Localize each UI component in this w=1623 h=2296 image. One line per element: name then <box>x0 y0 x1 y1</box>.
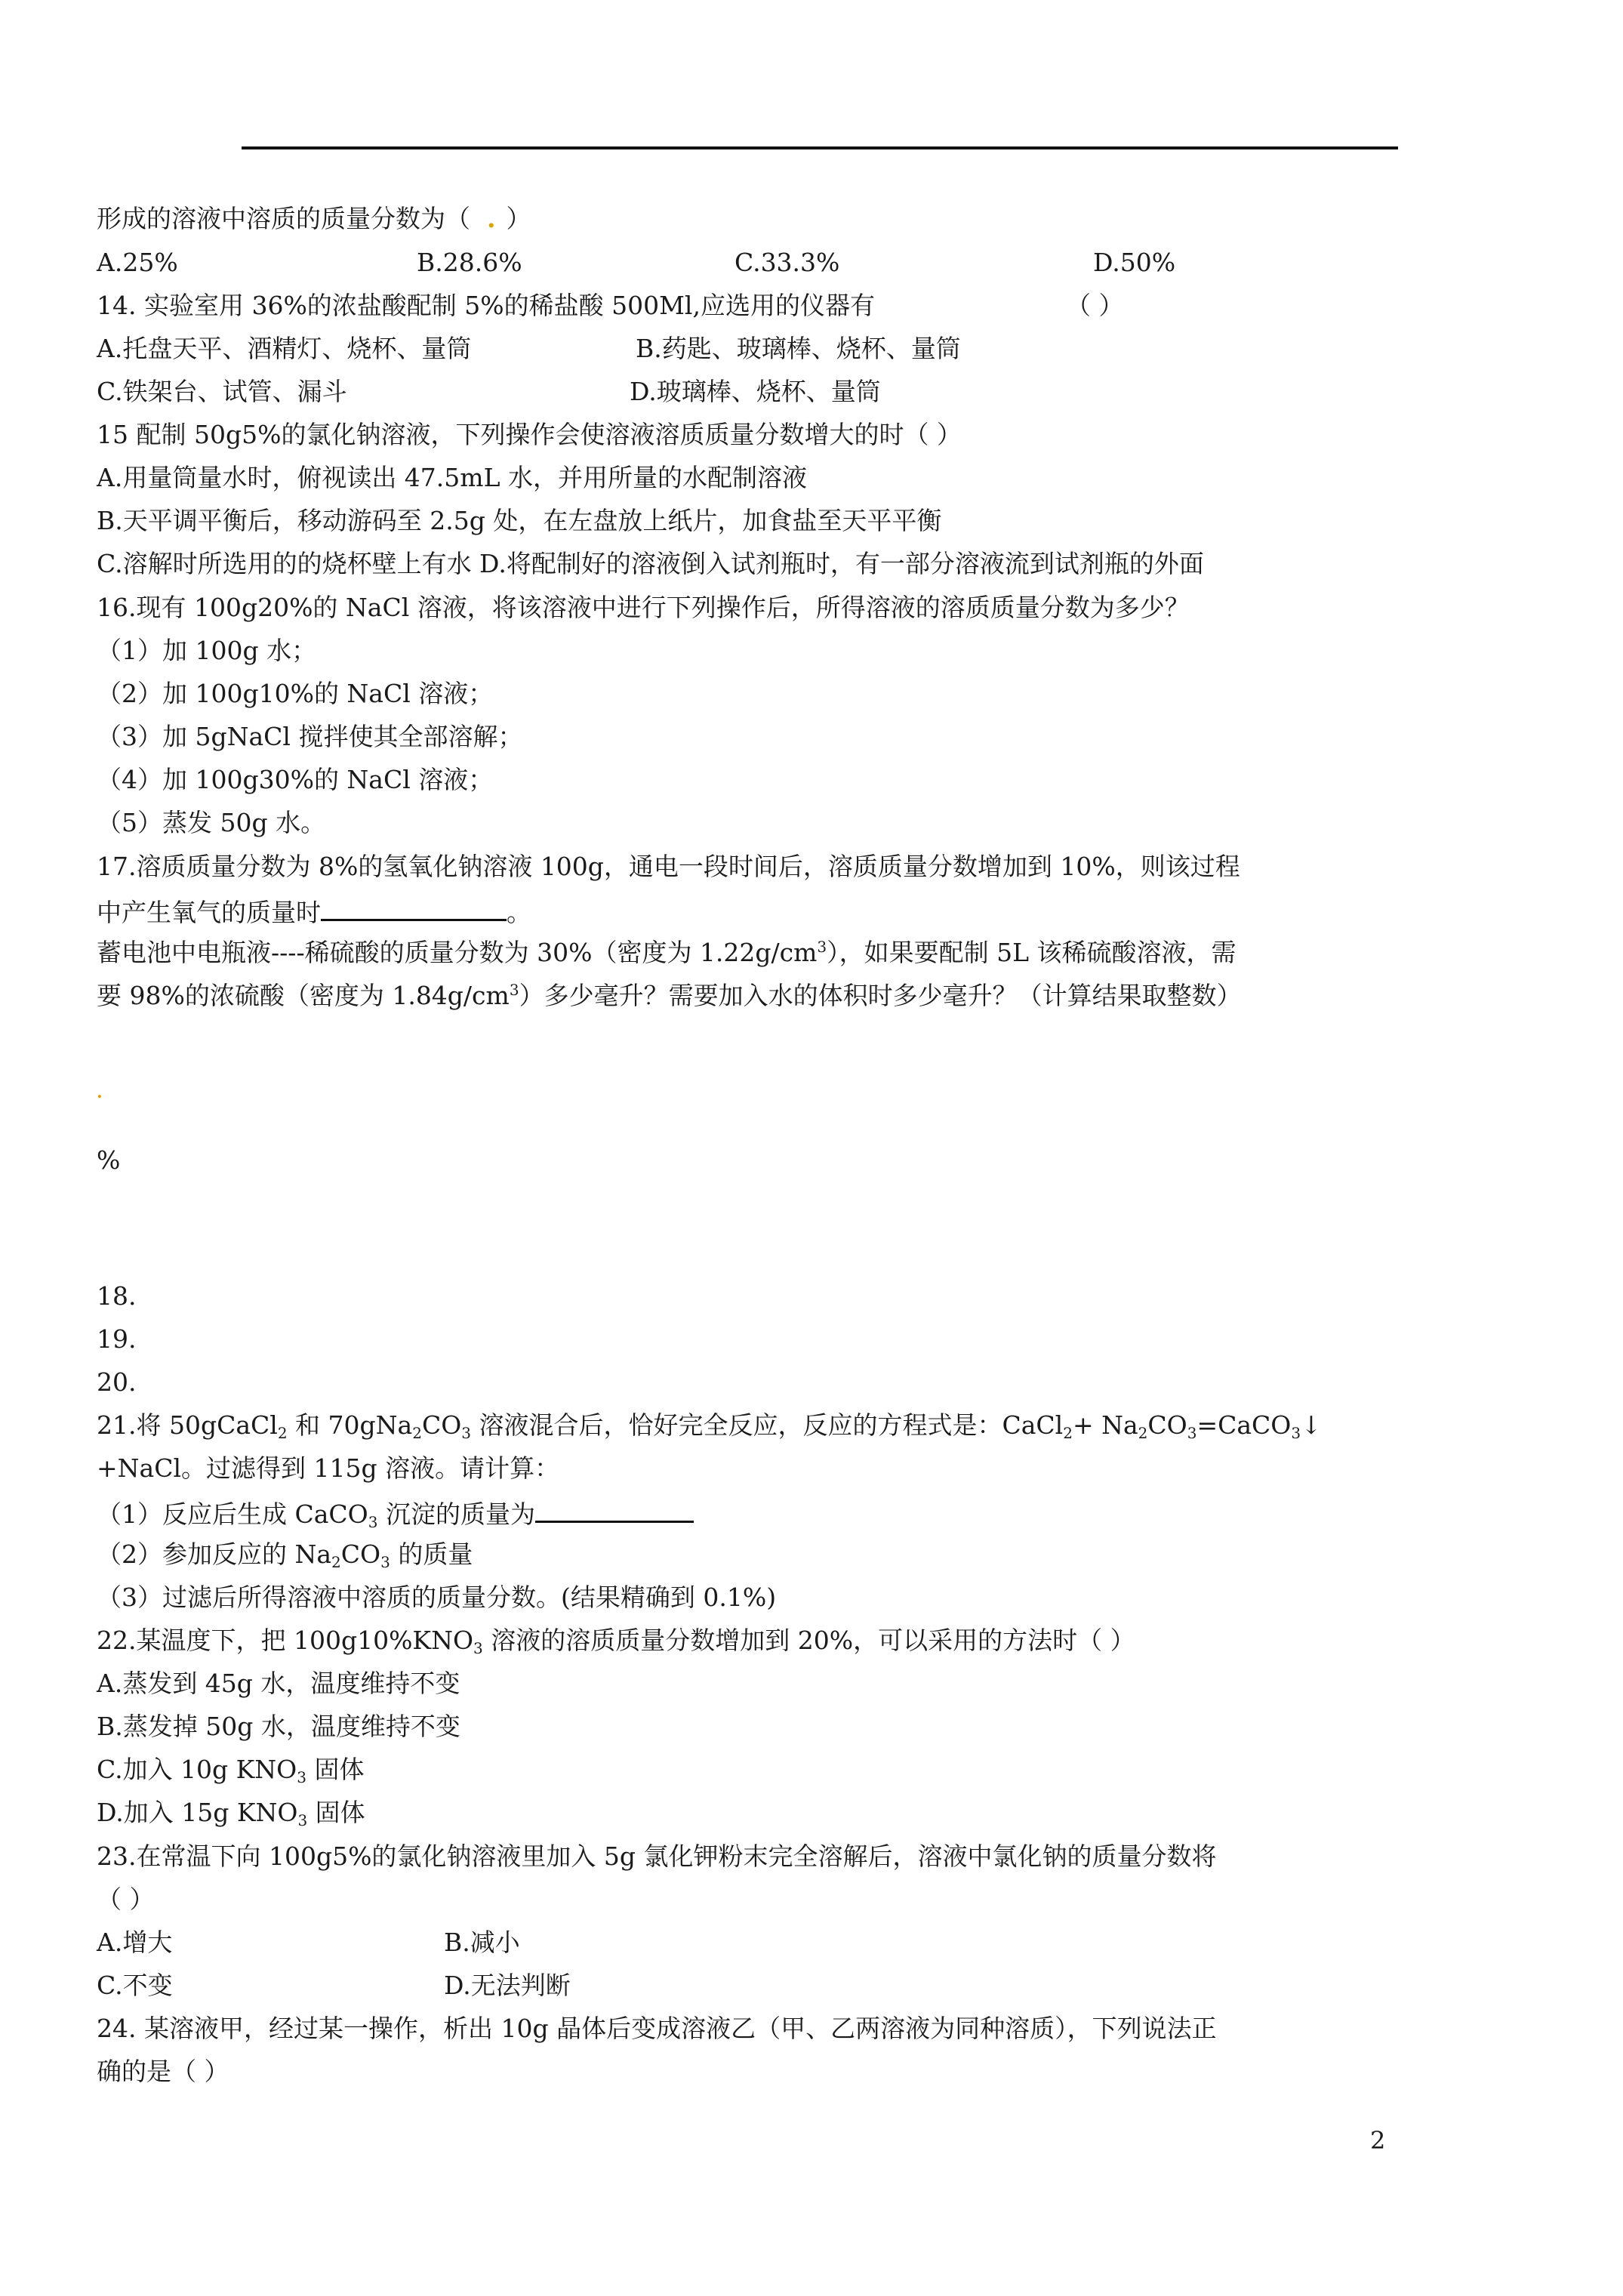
q14-option-b: B.药匙、玻璃棒、烧杯、量筒 <box>636 334 961 363</box>
q14-option-d: D.玻璃棒、烧杯、量筒 <box>630 377 881 406</box>
q13-stem: 形成的溶液中溶质的质量分数为（ . ） <box>97 204 531 233</box>
q13-option-c: C.33.3% <box>735 248 840 277</box>
q21-answer-blank <box>535 1495 694 1523</box>
q15-option-a: A.用量筒量水时，俯视读出 47.5mL 水，并用所量的水配制溶液 <box>97 463 807 492</box>
q23-option-b: B.减小 <box>444 1928 520 1957</box>
q22-stem: 22.某温度下，把 $100g10\%KNO_3$ 溶液的溶质质量分数增加到 20%，可以采用的方法时（ ） <box>97 1626 1135 1657</box>
q17-battery-line-2: 要 98%的浓硫酸（密度为 $1.84g/cm^3$）多少毫升？需要加入水的体积时多少毫升？（计算结果取整数） <box>97 981 1242 1010</box>
q22-option-c: C.加入 10g $KNO_3$ 固体 <box>97 1755 365 1786</box>
q23-option-d: D.无法判断 <box>444 1971 571 2000</box>
q22-option-d: D.加入 15g $KNO_3$ 固体 <box>97 1798 365 1829</box>
stray-dot-2: . <box>97 1083 103 1102</box>
q13-option-d: D.50% <box>1093 248 1176 277</box>
q23-option-c: C.不变 <box>97 1971 173 2000</box>
q13-option-a: A.25% <box>97 248 178 277</box>
stray-dot: . <box>487 204 496 233</box>
question-number-20: 20. <box>97 1367 137 1397</box>
q14-option-a: A.托盘天平、酒精灯、烧杯、量筒 <box>97 334 472 363</box>
q15-option-cd: C.溶解时所选用的的烧杯壁上有水 D.将配制好的溶液倒入试剂瓶时，有一部分溶液流到试剂瓶的外面 <box>97 549 1204 578</box>
q14-stem: 14. 实验室用 36%的浓盐酸配制 5%的稀盐酸 500Ml,应选用的仪器有 <box>97 291 875 320</box>
q17-battery-line-1: 蓄电池中电瓶液----稀硫酸的质量分数为 30%（密度为 $1.22g/cm^3$），如果要配制 5L 该稀硫酸溶液，需 <box>97 938 1236 967</box>
q23-stem: 23.在常温下向 100g5%的氯化钠溶液里加入 5g 氯化钾粉末完全溶解后，溶液中氯化钠的质量分数将 <box>97 1841 1217 1871</box>
q17-line-1: 17.溶质质量分数为 8%的氢氧化钠溶液 100g，通电一段时间后，溶质质量分数增加到 10%，则该过程 <box>97 852 1240 881</box>
q21-item-2: （2）参加反应的 $Na_2CO_3$ 的质量 <box>97 1539 473 1571</box>
q16-item-1: （1）加 100g 水； <box>97 636 317 665</box>
q17-line-2: 中产生氧气的质量时 。 <box>97 893 531 929</box>
question-number-18: 18. <box>97 1281 137 1311</box>
q22-option-a: A.蒸发到 45g 水，温度维持不变 <box>97 1669 460 1698</box>
q16-stem: 16.现有 100g20%的 NaCl 溶液，将该溶液中进行下列操作后，所得溶液的溶质质量分数为多少？ <box>97 593 1190 622</box>
q15-stem: 15 配制 50g5%的氯化钠溶液，下列操作会使溶液溶质质量分数增大的时（ ） <box>97 420 962 449</box>
q23-answer-paren: （ ） <box>97 1885 155 1914</box>
q23-option-a: A.增大 <box>97 1928 173 1957</box>
header-rule <box>242 146 1398 149</box>
q13-option-b: B.28.6% <box>417 248 522 277</box>
q24-line-1: 24. 某溶液甲，经过某一操作，析出 10g 晶体后变成溶液乙（甲、乙两溶液为同种溶质），下列说法正 <box>97 2014 1217 2043</box>
q16-item-2: （2）加 100g10%的 NaCl 溶液； <box>97 679 494 708</box>
q17-answer-blank <box>321 893 507 921</box>
q21-line-2: +NaCl。过滤得到 115g 溶液。请计算： <box>97 1453 560 1483</box>
q21-line-1: 21.将 50gCaCl$_2$ 和 $70gNa_2CO_3$ 溶液混合后，恰好完全反应，反应的方程式是：CaCl$_2$+ $Na_2CO_3=CaCO_3↓$ <box>97 1410 1322 1442</box>
q16-item-3: （3）加 5gNaCl 搅拌使其全部溶解； <box>97 722 523 751</box>
q16-item-4: （4）加 100g30%的 NaCl 溶液； <box>97 765 494 794</box>
page-number: 2 <box>1370 2126 1386 2155</box>
q14-answer-paren: （ ） <box>1066 291 1124 320</box>
q21-item-1: （1）反应后生成 CaCO$_3$ 沉淀的质量为 <box>97 1495 694 1531</box>
q15-option-b: B.天平调平衡后，移动游码至 2.5g 处，在左盘放上纸片，加食盐至天平平衡 <box>97 506 942 535</box>
q24-line-2: 确的是（ ） <box>97 2057 229 2086</box>
question-number-19: 19. <box>97 1324 137 1354</box>
q21-item-3: （3）过滤后所得溶液中溶质的质量分数。(结果精确到 0.1%) <box>97 1583 777 1612</box>
stray-percent: % <box>97 1145 121 1175</box>
q16-item-5: （5）蒸发 50g 水。 <box>97 808 326 837</box>
q14-option-c: C.铁架台、试管、漏斗 <box>97 377 347 406</box>
q22-option-b: B.蒸发掉 50g 水，温度维持不变 <box>97 1712 460 1741</box>
